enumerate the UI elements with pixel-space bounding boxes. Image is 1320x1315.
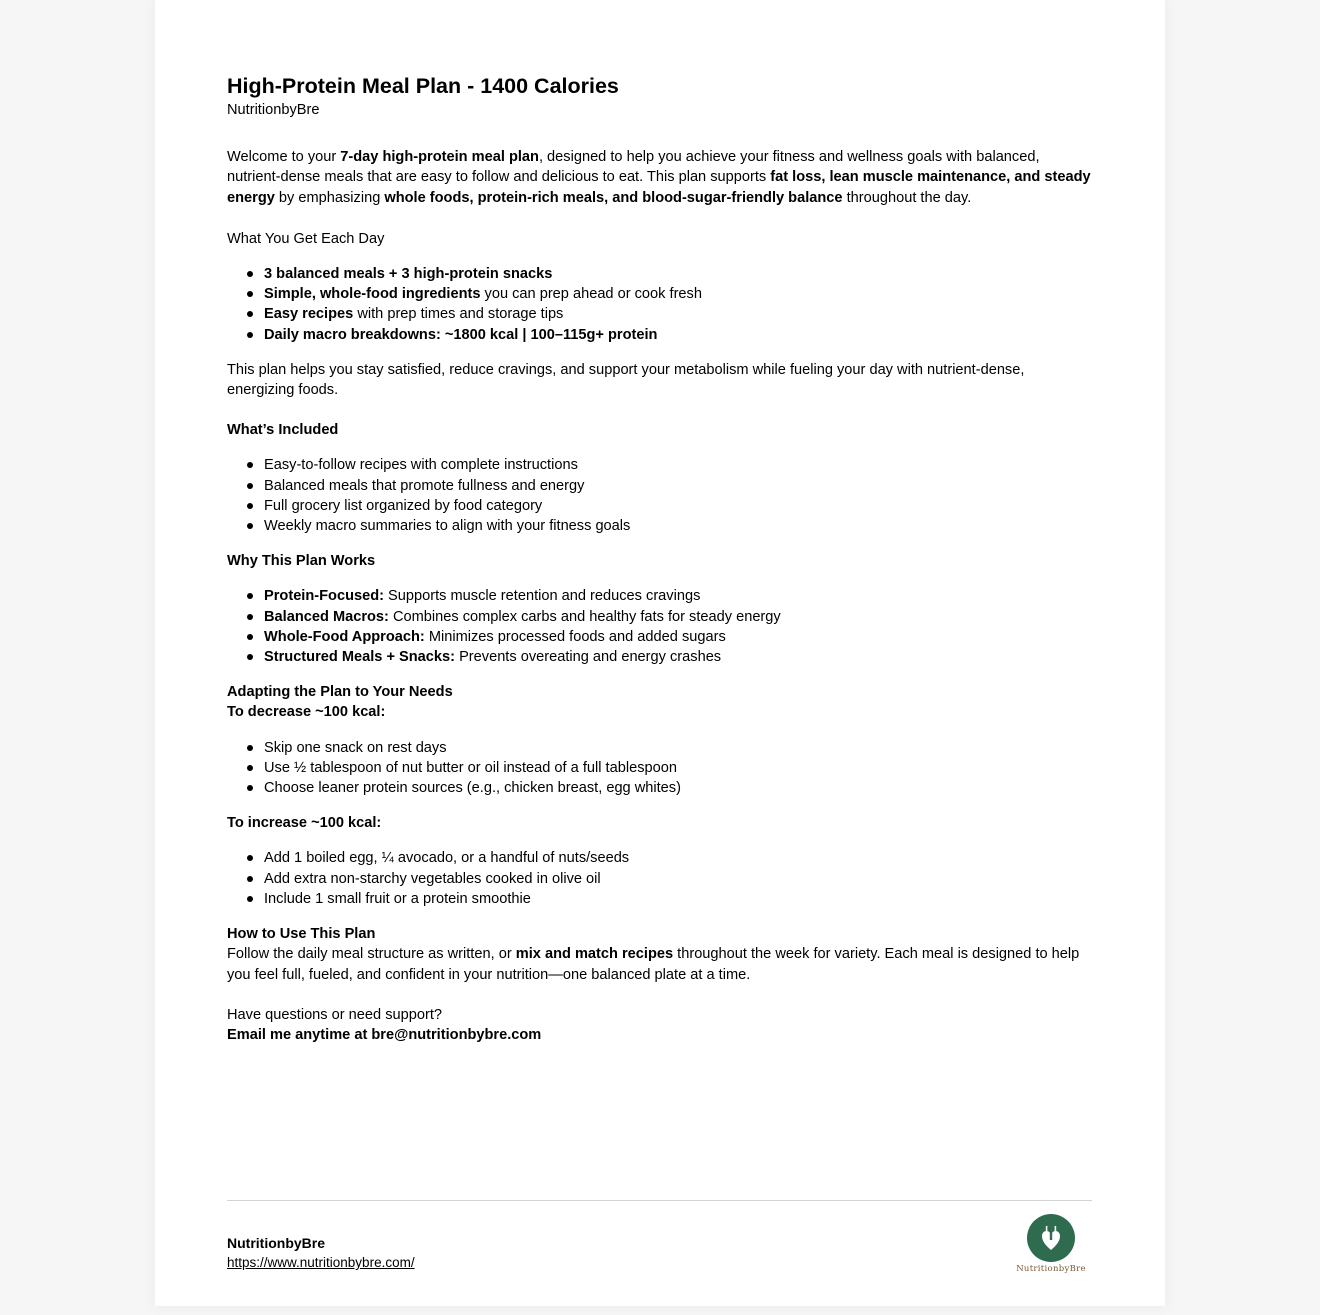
logo-text: NutritionbyBre (1016, 1264, 1086, 1274)
increase-list (227, 848, 1092, 909)
footer-url-link[interactable]: https://www.nutritionbybre.com/ (227, 1255, 415, 1270)
list-item: Simple, whole-food ingredients you can prep ahead or cook fresh (264, 284, 1092, 304)
daily-closing: This plan helps you stay satisfied, reduce cravings, and support your metabolism while fueling your day with nutrient-dense, energizing foods. (227, 361, 1025, 399)
logo-circle (1027, 1214, 1075, 1262)
document-author: NutritionbyBre (227, 102, 320, 118)
list-item: Full grocery list organized by food category (264, 496, 1092, 516)
footer-divider (227, 1200, 1092, 1201)
increase-heading: To increase ~100 kcal: (227, 815, 382, 832)
support-question: Have questions or need support? (227, 1006, 442, 1023)
list-item: Easy-to-follow recipes with complete instructions (264, 455, 1092, 475)
footer-brand (227, 1234, 415, 1272)
footer-brand-name: NutritionbyBre (227, 1235, 325, 1251)
daily-list (227, 264, 1092, 345)
list-item: Daily macro breakdowns: ~1800 kcal | 100–115g+ protein (264, 325, 1092, 345)
list-item: Use ½ tablespoon of nut butter or oil instead of a full tablespoon (264, 758, 1092, 778)
daily-heading: What You Get Each Day (227, 230, 385, 247)
howto-heading: How to Use This Plan (227, 926, 376, 943)
list-item: Weekly macro summaries to align with your fitness goals (264, 516, 1092, 536)
list-item: Balanced Macros: Combines complex carbs and healthy fats for steady energy (264, 607, 1092, 627)
document-title: High-Protein Meal Plan - 1400 Calories (227, 74, 619, 98)
list-item: Add 1 boiled egg, ¼ avocado, or a handful of nuts/seeds (264, 848, 1092, 868)
fork-heart-icon (1027, 1214, 1075, 1262)
intro-paragraph: Welcome to your 7-day high-protein meal plan, designed to help you achieve your fitness and wellness goals with balanced, nutrient-dense meals that are easy to follow and delicious to eat. This plan supports fat loss, lean muscle maintenance, and steady energy by emphasizing whole foods, protein-rich meals, and blood-sugar-friendly balance throughout the day. (227, 149, 1091, 206)
decrease-heading: To decrease ~100 kcal: (227, 704, 386, 721)
document-content (227, 72, 1092, 1045)
adapting-heading: Adapting the Plan to Your Needs (227, 684, 453, 701)
included-heading: What’s Included (227, 422, 339, 439)
howto-paragraph: Follow the daily meal structure as written, or mix and match recipes throughout the week for variety. Each meal is designed to help you feel full, fueled, and confident in your nutrition—one balanced plate at a time. (227, 946, 1080, 983)
list-item: Skip one snack on rest days (264, 738, 1092, 758)
list-item: Include 1 small fruit or a protein smoothie (264, 889, 1092, 909)
support-email: Email me anytime at bre@nutritionbybre.com (227, 1026, 542, 1043)
why-heading: Why This Plan Works (227, 553, 376, 570)
list-item: Add extra non-starchy vegetables cooked in olive oil (264, 869, 1092, 889)
list-item: 3 balanced meals + 3 high-protein snacks (264, 264, 1092, 284)
included-list (227, 455, 1092, 536)
decrease-list (227, 738, 1092, 799)
document-page (155, 0, 1165, 1306)
why-list (227, 586, 1092, 667)
brand-logo (1010, 1214, 1092, 1278)
list-item: Easy recipes with prep times and storage tips (264, 304, 1092, 324)
list-item: Protein-Focused: Supports muscle retention and reduces cravings (264, 586, 1092, 606)
list-item: Balanced meals that promote fullness and energy (264, 476, 1092, 496)
list-item: Choose leaner protein sources (e.g., chicken breast, egg whites) (264, 778, 1092, 798)
list-item: Whole-Food Approach: Minimizes processed foods and added sugars (264, 627, 1092, 647)
list-item: Structured Meals + Snacks: Prevents overeating and energy crashes (264, 647, 1092, 667)
